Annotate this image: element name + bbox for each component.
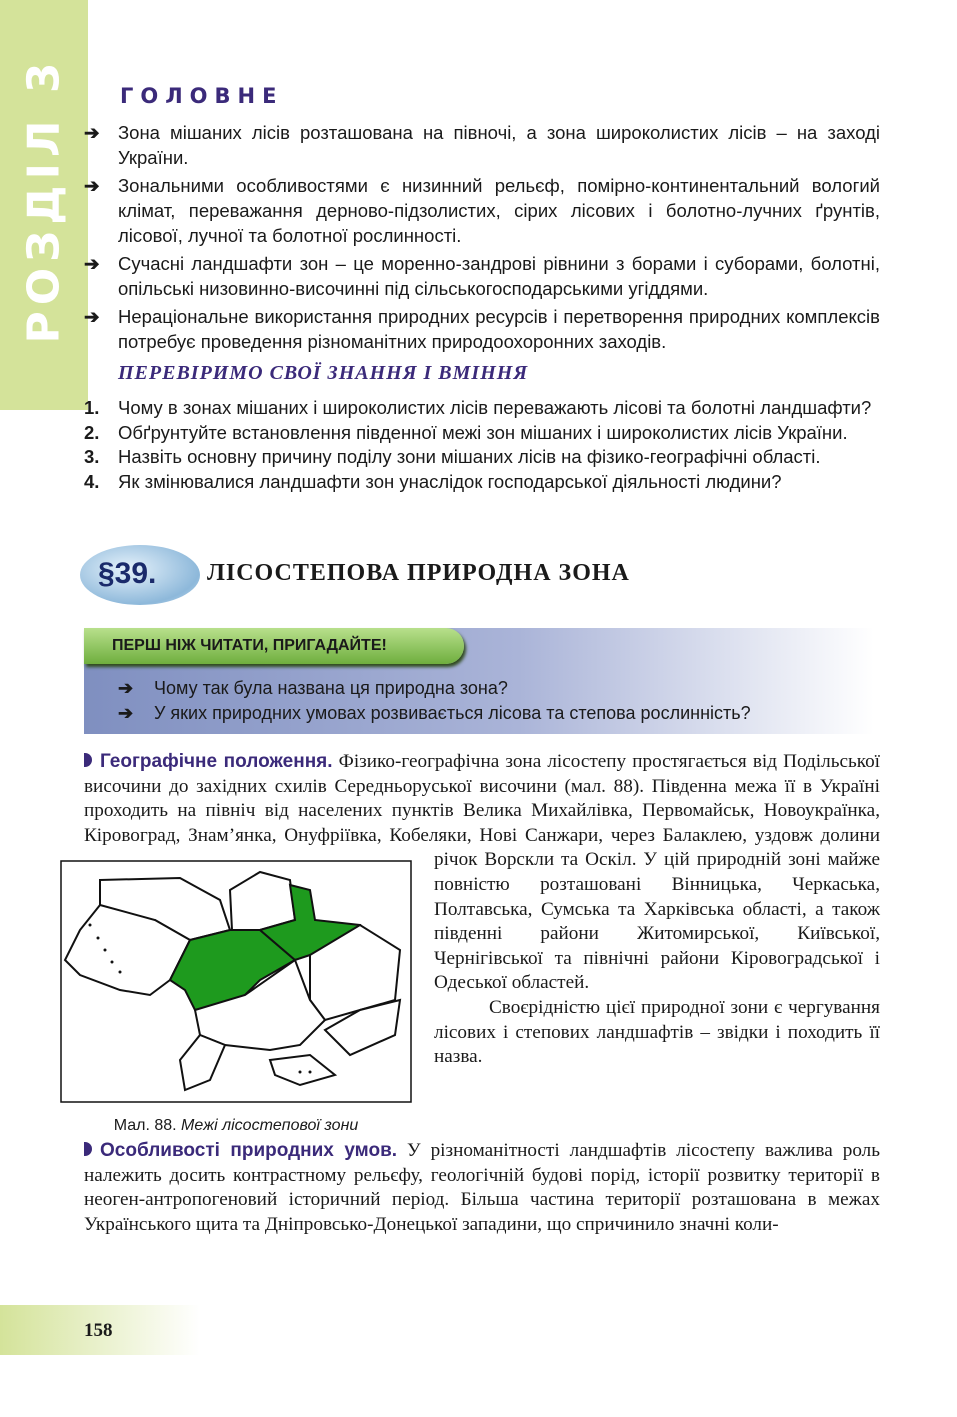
- arrow-icon: ➔: [84, 306, 100, 327]
- subheading-location: Географічне положення.: [84, 751, 333, 772]
- paragraph-location-text: Фізико-географічна зона лісостепу простягається від Подільської височини до західних схилів Середньоруської височини (мал. 88). Південна межа її в Україні проходить на північ від населених пунктів Велика Михайлівка, Первомайськ, Новоукраїнка, Кіровоград, Знам’янка, Онуфріївка, Кобеляки, Нові Санжари, через Балаклею, уздовж долини річок Ворскли та Оскіл. У цій природній зоні майже повністю розташовані Вінницька, Черкаська, Полтавська, Сумська та Харківська області, а також південні райони Житомирської, Київської, Чернігівської та північні райони Кіровоградської і Одеської областей.: [84, 751, 880, 994]
- recall-title: ПЕРШ НІЖ ЧИТАТИ, ПРИГАДАЙТЕ!: [112, 637, 387, 654]
- body-text: [84, 750, 880, 1237]
- page-number: 158: [84, 1320, 113, 1341]
- subheading-marker-icon: [84, 1142, 92, 1156]
- recall-list: [118, 676, 751, 726]
- question-item: 1. Чому в зонах мішаних і широколистих лісів переважають лісові та болотні ландшафти?: [84, 397, 872, 418]
- section-sidebar: [0, 0, 88, 410]
- arrow-icon: ➔: [84, 253, 100, 274]
- arrow-icon: ➔: [84, 122, 100, 143]
- subheading-marker-icon: [84, 753, 92, 767]
- question-list: [84, 396, 880, 494]
- paragraph-conditions: Особливості природних умов. У різноманітності ландшафтів лісостепу важлива роль належить досить контрастному рельєфу, геологічній будові порід, історії розвитку території в неоген-антропогеновий історичний період. Більша частина території розташована в межах Українського щита та Дніпровсько-Донецької западини, що спричинило значні коли-: [84, 1140, 880, 1235]
- figure-map: [60, 860, 412, 1135]
- question-item: 2. Обґрунтуйте встановлення південної межі зон мішаних і широколистих лісів України.: [84, 421, 848, 443]
- question-item: 3. Назвіть основну причину поділу зони мішаних лісів на фізико-географічні області.: [84, 446, 821, 467]
- figure-caption: Мал. 88. Межі лісостепової зони: [113, 1117, 359, 1134]
- summary-item: ➔ Зона мішаних лісів розташована на півночі, а зона широколистих лісів – на заході України.: [84, 122, 880, 168]
- summary-item: ➔ Сучасні ландшафти зон – це моренно-зандрові рівнини з борами і суборами, болотні, опільські низовинно-височинні під сільськогосподарськими угіддями.: [84, 253, 880, 299]
- question-item: 4. Як змінювалися ландшафти зон унаслідок господарської діяльності людини?: [84, 470, 782, 492]
- recall-item: ➔ У яких природних умовах розвивається лісова та степова рослинність?: [118, 701, 751, 726]
- paragraph-number: §39.: [98, 557, 157, 590]
- arrow-icon: ➔: [118, 703, 134, 723]
- recall-item: ➔ Чому так була названа ця природна зона?: [118, 676, 751, 701]
- section-label: РОЗДІЛ 3: [18, 56, 70, 344]
- summary-heading: ГОЛОВНЕ: [120, 84, 284, 108]
- summary-list: [84, 120, 880, 357]
- arrow-icon: ➔: [84, 175, 100, 196]
- paragraph-name-origin: Своєрідністю цієї природної зони є чергування лісових і степових ландшафтів – звідки і походить її назва.: [434, 996, 880, 1068]
- ukraine-map: [60, 860, 412, 1103]
- check-heading: ПЕРЕВІРИМО СВОЇ ЗНАННЯ І ВМІННЯ: [118, 362, 529, 384]
- subheading-conditions: Особливості природних умов.: [84, 1140, 397, 1161]
- summary-item: ➔ Нераціональне використання природних ресурсів і перетворення природних комплексів потребує проведення різноманітних природоохоронних заходів.: [84, 306, 880, 352]
- summary-item: ➔ Зональними особливостями є низинний рельєф, помірно-континентальний вологий клімат, переважання дерново-підзолистих, сірих лісових і болотно-лучних ґрунтів, лісової, лучної та болотної рослинності.: [84, 175, 880, 246]
- arrow-icon: ➔: [118, 678, 134, 698]
- paragraph-title: ЛІСОСТЕПОВА ПРИРОДНА ЗОНА: [207, 560, 630, 586]
